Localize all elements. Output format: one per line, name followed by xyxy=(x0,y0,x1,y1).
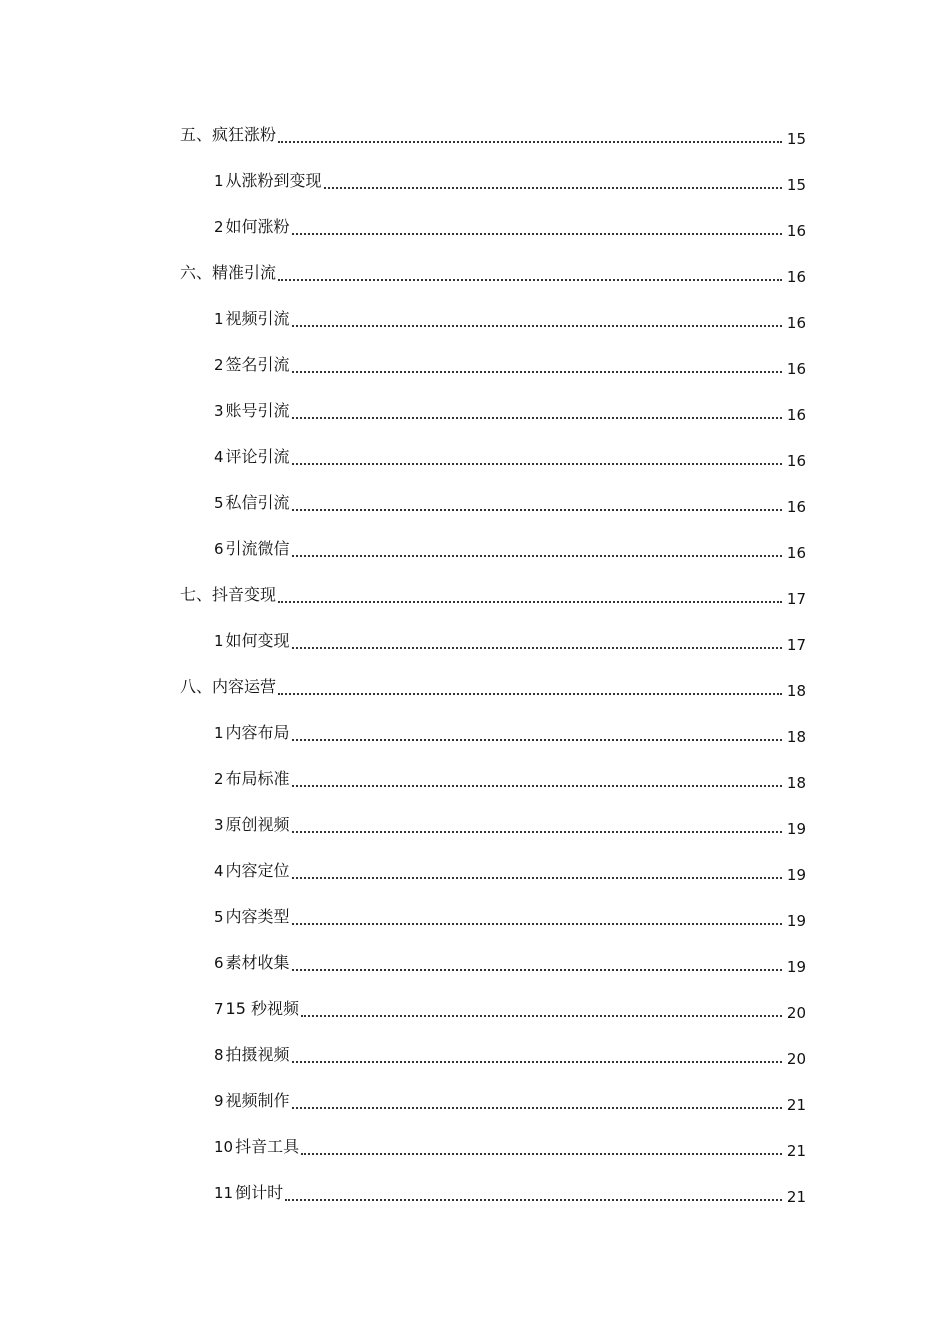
dot-leader xyxy=(301,1153,782,1155)
toc-page-number: 17 xyxy=(786,636,806,654)
dot-leader xyxy=(292,739,782,741)
dot-leader xyxy=(324,187,782,189)
toc-subsection-entry[interactable] xyxy=(0,894,950,940)
toc-subsection-entry[interactable] xyxy=(0,480,950,526)
dot-leader xyxy=(292,463,782,465)
toc-subsection-entry[interactable] xyxy=(0,204,950,250)
toc-entry-number: 4 xyxy=(214,862,224,880)
toc-entry-label: 布局标准 xyxy=(225,769,290,788)
toc-entry-label: 抖音工具 xyxy=(235,1137,300,1156)
toc-entry-number: 5 xyxy=(214,494,224,512)
toc-entry-label: 倒计时 xyxy=(235,1183,284,1202)
dot-leader xyxy=(292,877,782,879)
toc-entry-label: 如何涨粉 xyxy=(225,217,290,236)
toc-entry-title xyxy=(180,677,276,697)
toc-section-entry[interactable] xyxy=(0,664,950,710)
toc-page-number: 21 xyxy=(786,1142,806,1160)
toc-subsection-entry[interactable] xyxy=(0,802,950,848)
toc-entry-number: 4 xyxy=(214,448,224,466)
toc-entry-number: 6 xyxy=(214,540,224,558)
toc-entry-label: 引流微信 xyxy=(225,539,290,558)
dot-leader xyxy=(292,785,782,787)
toc-subsection-entry[interactable] xyxy=(0,1032,950,1078)
toc-entry-number: 11 xyxy=(214,1184,234,1202)
toc-entry-label: 从涨粉到变现 xyxy=(225,171,322,190)
toc-page-number: 16 xyxy=(786,544,806,562)
table-of-contents xyxy=(0,112,950,1216)
dot-leader xyxy=(292,509,782,511)
toc-subsection-entry[interactable] xyxy=(0,434,950,480)
toc-entry-title xyxy=(214,1183,283,1203)
toc-entry-title xyxy=(180,263,276,283)
toc-entry-number: 5 xyxy=(214,908,224,926)
toc-entry-title xyxy=(214,1137,299,1157)
toc-page-number: 16 xyxy=(786,360,806,378)
toc-entry-number: 1 xyxy=(214,310,224,328)
toc-page-number: 19 xyxy=(786,820,806,838)
toc-page-number: 19 xyxy=(786,912,806,930)
toc-entry-label: 视频引流 xyxy=(225,309,290,328)
toc-entry-number: 8 xyxy=(214,1046,224,1064)
toc-entry-title xyxy=(214,355,290,375)
toc-subsection-entry[interactable] xyxy=(0,1078,950,1124)
toc-subsection-entry[interactable] xyxy=(0,342,950,388)
toc-entry-title xyxy=(214,1045,290,1065)
toc-entry-title xyxy=(214,493,290,513)
toc-entry-title xyxy=(214,309,290,329)
toc-entry-title xyxy=(214,217,290,237)
dot-leader xyxy=(278,141,782,143)
toc-page-number: 16 xyxy=(786,314,806,332)
dot-leader xyxy=(292,325,782,327)
toc-subsection-entry[interactable] xyxy=(0,526,950,572)
toc-entry-number: 9 xyxy=(214,1092,224,1110)
dot-leader xyxy=(285,1199,782,1201)
toc-entry-label: 评论引流 xyxy=(225,447,290,466)
toc-page-number: 18 xyxy=(786,682,806,700)
toc-entry-label: 15 秒视频 xyxy=(225,999,299,1018)
toc-page-number: 18 xyxy=(786,728,806,746)
toc-entry-title xyxy=(180,585,276,605)
toc-subsection-entry[interactable] xyxy=(0,940,950,986)
dot-leader xyxy=(278,693,782,695)
toc-page-number: 20 xyxy=(786,1004,806,1022)
toc-entry-number: 3 xyxy=(214,402,224,420)
dot-leader xyxy=(278,279,782,281)
dot-leader xyxy=(292,371,782,373)
toc-subsection-entry[interactable] xyxy=(0,986,950,1032)
toc-entry-title xyxy=(214,769,290,789)
dot-leader xyxy=(278,601,782,603)
toc-page-number: 16 xyxy=(786,406,806,424)
toc-entry-label: 拍摄视频 xyxy=(225,1045,290,1064)
toc-entry-label: 账号引流 xyxy=(225,401,290,420)
toc-page-number: 15 xyxy=(786,176,806,194)
toc-entry-title xyxy=(214,953,290,973)
toc-page-number: 16 xyxy=(786,268,806,286)
toc-entry-number: 6 xyxy=(214,954,224,972)
toc-entry-title xyxy=(214,907,290,927)
dot-leader xyxy=(292,831,782,833)
toc-entry-label: 七、抖音变现 xyxy=(180,585,277,604)
dot-leader xyxy=(292,1107,782,1109)
dot-leader xyxy=(292,233,782,235)
toc-entry-title xyxy=(214,171,322,191)
toc-entry-number: 2 xyxy=(214,770,224,788)
toc-subsection-entry[interactable] xyxy=(0,388,950,434)
toc-subsection-entry[interactable] xyxy=(0,848,950,894)
toc-page-number: 17 xyxy=(786,590,806,608)
toc-entry-label: 内容定位 xyxy=(225,861,290,880)
toc-entry-title xyxy=(214,539,290,559)
toc-subsection-entry[interactable] xyxy=(0,756,950,802)
dot-leader xyxy=(292,969,782,971)
toc-entry-number: 7 xyxy=(214,1000,224,1018)
toc-entry-label: 视频制作 xyxy=(225,1091,290,1110)
toc-entry-label: 原创视频 xyxy=(225,815,290,834)
dot-leader xyxy=(292,555,782,557)
toc-entry-title xyxy=(214,447,290,467)
toc-entry-number: 3 xyxy=(214,816,224,834)
toc-entry-label: 五、疯狂涨粉 xyxy=(180,125,277,144)
toc-entry-label: 六、精准引流 xyxy=(180,263,277,282)
toc-section-entry[interactable] xyxy=(0,572,950,618)
toc-entry-number: 1 xyxy=(214,172,224,190)
dot-leader xyxy=(292,417,782,419)
toc-entry-title xyxy=(214,631,290,651)
toc-page-number: 16 xyxy=(786,498,806,516)
toc-entry-title xyxy=(214,999,299,1019)
toc-page-number: 18 xyxy=(786,774,806,792)
toc-entry-title xyxy=(180,125,276,145)
toc-page-number: 19 xyxy=(786,958,806,976)
dot-leader xyxy=(292,1061,782,1063)
toc-entry-title xyxy=(214,815,290,835)
toc-subsection-entry[interactable] xyxy=(0,1170,950,1216)
toc-entry-label: 素材收集 xyxy=(225,953,290,972)
toc-page-number: 19 xyxy=(786,866,806,884)
toc-entry-title xyxy=(214,723,290,743)
toc-page-number: 21 xyxy=(786,1188,806,1206)
toc-page-number: 16 xyxy=(786,452,806,470)
toc-entry-number: 1 xyxy=(214,632,224,650)
toc-subsection-entry[interactable] xyxy=(0,618,950,664)
toc-section-entry[interactable] xyxy=(0,112,950,158)
toc-page-number: 20 xyxy=(786,1050,806,1068)
toc-section-entry[interactable] xyxy=(0,250,950,296)
toc-page-number: 21 xyxy=(786,1096,806,1114)
toc-entry-label: 内容布局 xyxy=(225,723,290,742)
dot-leader xyxy=(292,923,782,925)
toc-subsection-entry[interactable] xyxy=(0,710,950,756)
toc-subsection-entry[interactable] xyxy=(0,158,950,204)
toc-subsection-entry[interactable] xyxy=(0,1124,950,1170)
toc-entry-number: 1 xyxy=(214,724,224,742)
toc-entry-label: 内容类型 xyxy=(225,907,290,926)
toc-entry-number: 10 xyxy=(214,1138,234,1156)
toc-entry-label: 签名引流 xyxy=(225,355,290,374)
toc-page-number: 16 xyxy=(786,222,806,240)
toc-entry-number: 2 xyxy=(214,218,224,236)
toc-entry-label: 八、内容运营 xyxy=(180,677,277,696)
toc-subsection-entry[interactable] xyxy=(0,296,950,342)
toc-entry-title xyxy=(214,1091,290,1111)
toc-entry-number: 2 xyxy=(214,356,224,374)
dot-leader xyxy=(301,1015,782,1017)
toc-entry-title xyxy=(214,861,290,881)
dot-leader xyxy=(292,647,782,649)
toc-entry-label: 私信引流 xyxy=(225,493,290,512)
toc-entry-title xyxy=(214,401,290,421)
toc-page-number: 15 xyxy=(786,130,806,148)
toc-entry-label: 如何变现 xyxy=(225,631,290,650)
